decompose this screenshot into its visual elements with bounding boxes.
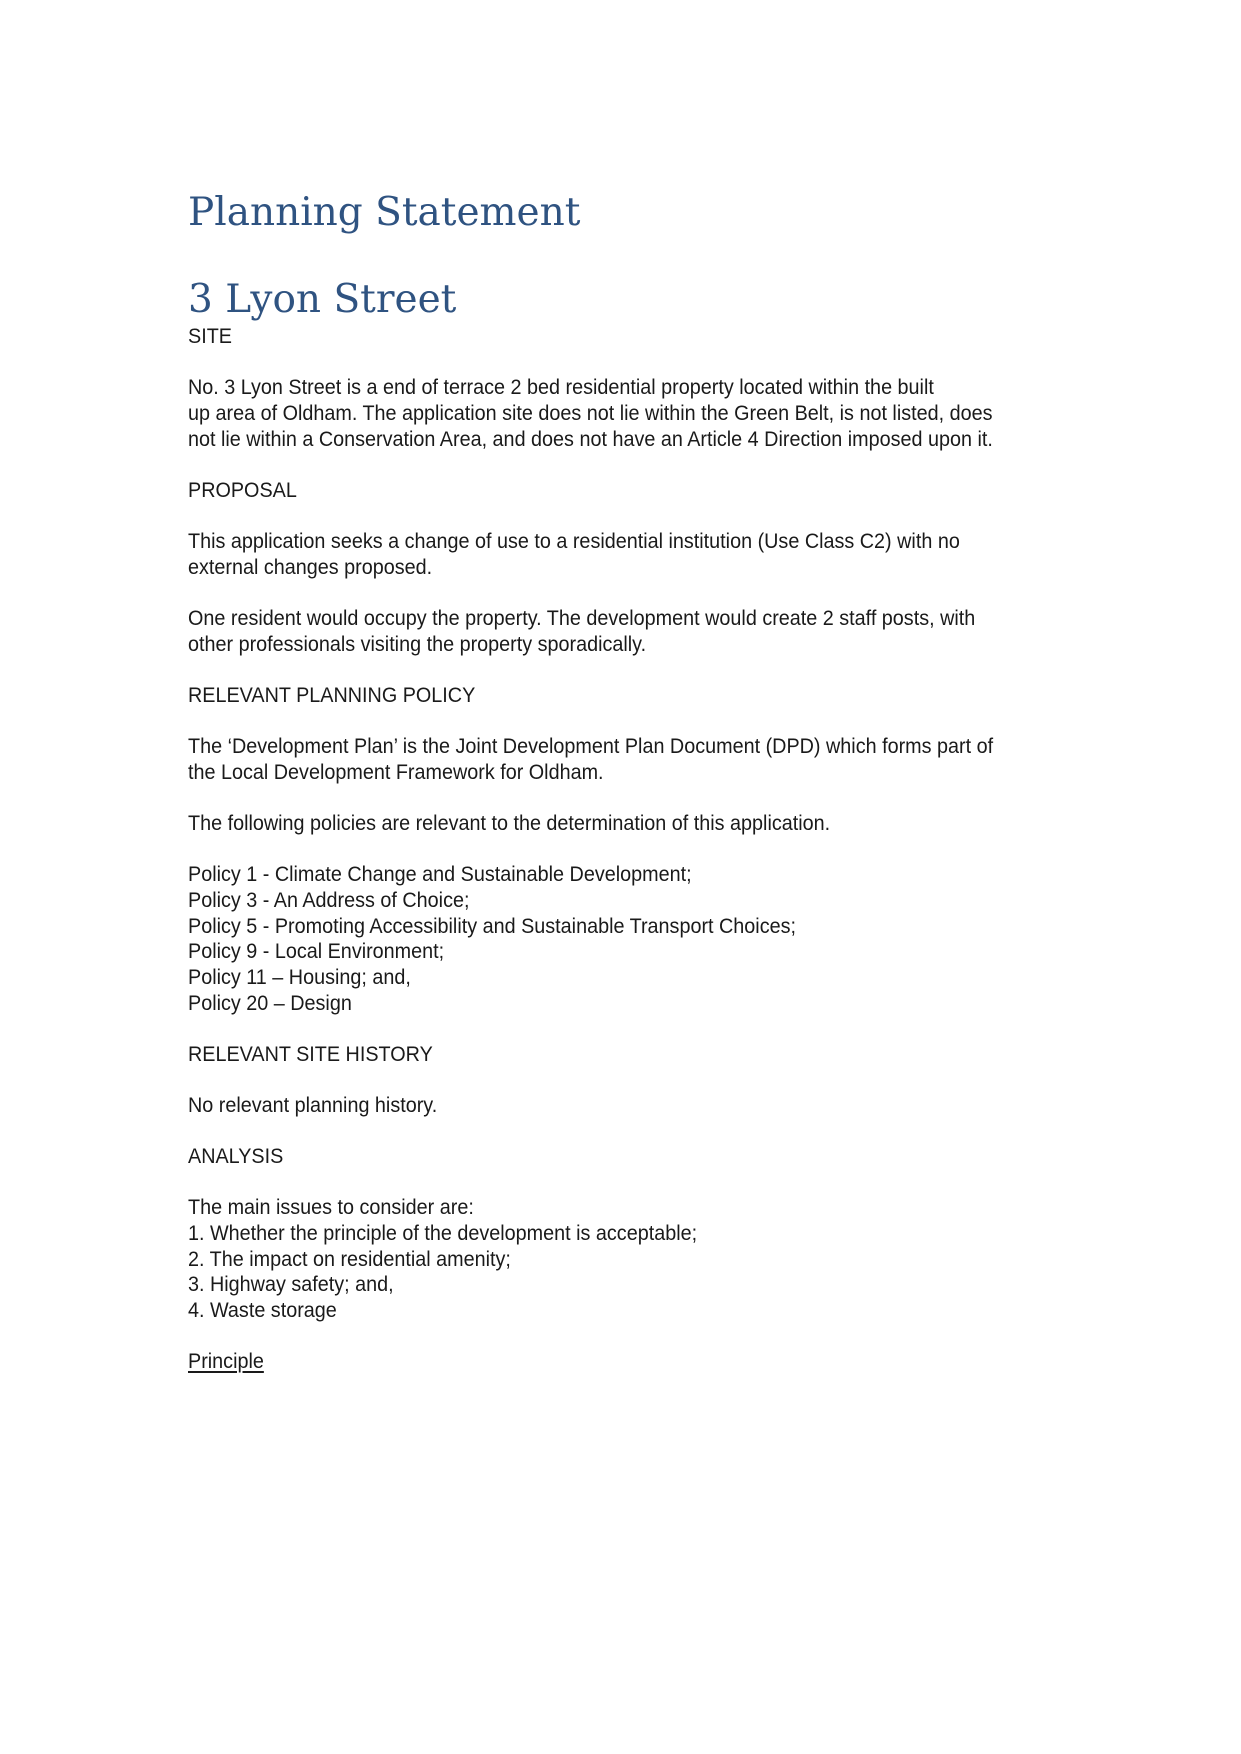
policy-item: Policy 1 - Climate Change and Sustainable Development; — [188, 862, 692, 886]
policy-p1-line-1: The ‘Development Plan’ is the Joint Development Plan Document (DPD) which forms part of — [188, 734, 994, 758]
policy-heading: RELEVANT PLANNING POLICY — [188, 683, 476, 707]
policy-item: Policy 5 - Promoting Accessibility and Sustainable Transport Choices; — [188, 914, 796, 938]
site-line-1: No. 3 Lyon Street is a end of terrace 2 bed residential property located within the built — [188, 375, 934, 399]
proposal-heading: PROPOSAL — [188, 478, 297, 502]
proposal-p1-line-1: This application seeks a change of use to a residential institution (Use Class C2) with no — [188, 529, 960, 553]
analysis-issue: 1. Whether the principle of the development is acceptable; — [188, 1221, 698, 1245]
history-text: No relevant planning history. — [188, 1093, 438, 1117]
analysis-issue: 2. The impact on residential amenity; — [188, 1247, 511, 1271]
document-subtitle: 3 Lyon Street — [188, 277, 457, 322]
site-line-3: not lie within a Conservation Area, and does not have an Article 4 Direction imposed upon it. — [188, 427, 993, 451]
document-title: Planning Statement — [188, 190, 581, 235]
policy-item: Policy 20 – Design — [188, 991, 352, 1015]
analysis-issue: 4. Waste storage — [188, 1298, 337, 1322]
history-heading: RELEVANT SITE HISTORY — [188, 1042, 433, 1066]
site-heading: SITE — [188, 324, 232, 348]
policy-item: Policy 3 - An Address of Choice; — [188, 888, 470, 912]
policy-p2: The following policies are relevant to the determination of this application. — [188, 811, 831, 835]
policy-p1-line-2: the Local Development Framework for Oldham. — [188, 760, 604, 784]
analysis-issue: 3. Highway safety; and, — [188, 1272, 394, 1296]
analysis-intro: The main issues to consider are: — [188, 1195, 474, 1219]
analysis-heading: ANALYSIS — [188, 1144, 284, 1168]
site-line-2: up area of Oldham. The application site does not lie within the Green Belt, is not listed, does — [188, 401, 993, 425]
proposal-p2-line-2: other professionals visiting the property sporadically. — [188, 632, 647, 656]
proposal-p1-line-2: external changes proposed. — [188, 555, 433, 579]
policy-item: Policy 11 – Housing; and, — [188, 965, 411, 989]
proposal-p2-line-1: One resident would occupy the property. The development would create 2 staff posts, with — [188, 606, 976, 630]
principle-subheading: Principle — [188, 1349, 264, 1373]
policy-item: Policy 9 - Local Environment; — [188, 939, 445, 963]
